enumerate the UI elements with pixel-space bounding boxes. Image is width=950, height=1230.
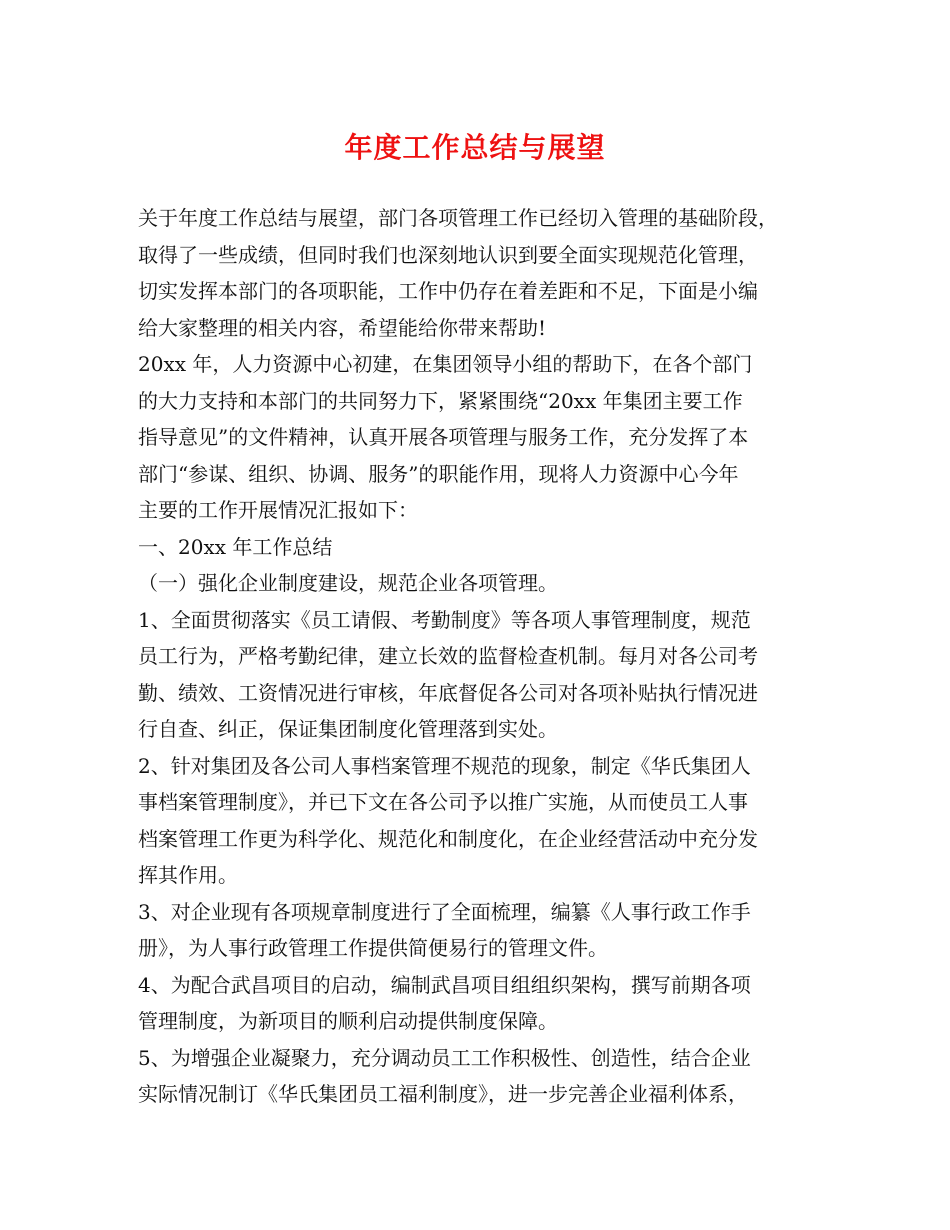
body-line: 员工行为，严格考勤纪律，建立长效的监督检查机制。每月对各公司考 [138,644,758,668]
body-line: 1、全面贯彻落实《员工请假、考勤制度》等各项人事管理制度，规范 [138,607,751,632]
section-heading: 一、20xx 年工作总结 [138,534,333,559]
body-line: 档案管理工作更为科学化、规范化和制度化，在企业经营活动中充分发 [138,826,758,851]
body-line: 20xx 年，人力资源中心初建，在集团领导小组的帮助下，在各个部门 [138,352,753,376]
document-title: 年度工作总结与展望 [344,131,606,164]
body-line: 指导意见”的文件精神，认真开展各项管理与服务工作，充分发挥了本 [138,425,749,449]
body-line: 3、对企业现有各项规章制度进行了全面梳理，编纂《人事行政工作手 [138,899,751,924]
body-line: 册》，为人事行政管理工作提供简便易行的管理文件。 [138,936,608,960]
body-line: 5、为增强企业凝聚力，充分调动员工工作积极性、创造性，结合企业 [138,1045,751,1070]
body-line: 取得了一些成绩，但同时我们也深刻地认识到要全面实现规范化管理， [138,242,758,267]
body-line: 部门“参谋、组织、协调、服务”的职能作用，现将人力资源中心今年 [138,461,739,486]
body-line: 事档案管理制度》，并已下文在各公司予以推广实施，从而使员工人事 [138,790,748,814]
body-line: 2、针对集团及各公司人事档案管理不规范的现象，制定《华氏集团人 [138,753,751,778]
body-line: 实际情况制订《华氏集团员工福利制度》，进一步完善企业福利体系， [138,1082,748,1106]
body-line: 切实发挥本部门的各项职能，工作中仍存在着差距和不足，下面是小编 [138,279,758,303]
body-line: 4、为配合武昌项目的启动，编制武昌项目组组织架构，撰写前期各项 [138,972,751,997]
body-line: 主要的工作开展情况汇报如下： [138,498,418,522]
body-line: 关于年度工作总结与展望，部门各项管理工作已经切入管理的基础阶段， [138,206,778,230]
document-body [138,200,814,1113]
body-line: 管理制度，为新项目的顺利启动提供制度保障。 [138,1009,558,1033]
body-line: 给大家整理的相关内容，希望能给你带来帮助! [138,315,547,340]
subsection-heading: （一）强化企业制度建设，规范企业各项管理。 [138,571,558,595]
body-line: 的大力支持和本部门的共同努力下，紧紧围绕“20xx 年集团主要工作 [138,388,743,413]
body-line: 挥其作用。 [138,863,238,887]
body-line: 行自查、纠正，保证集团制度化管理落到实处。 [138,717,558,741]
body-line: 勤、绩效、工资情况进行审核，年底督促各公司对各项补贴执行情况进 [138,680,758,705]
